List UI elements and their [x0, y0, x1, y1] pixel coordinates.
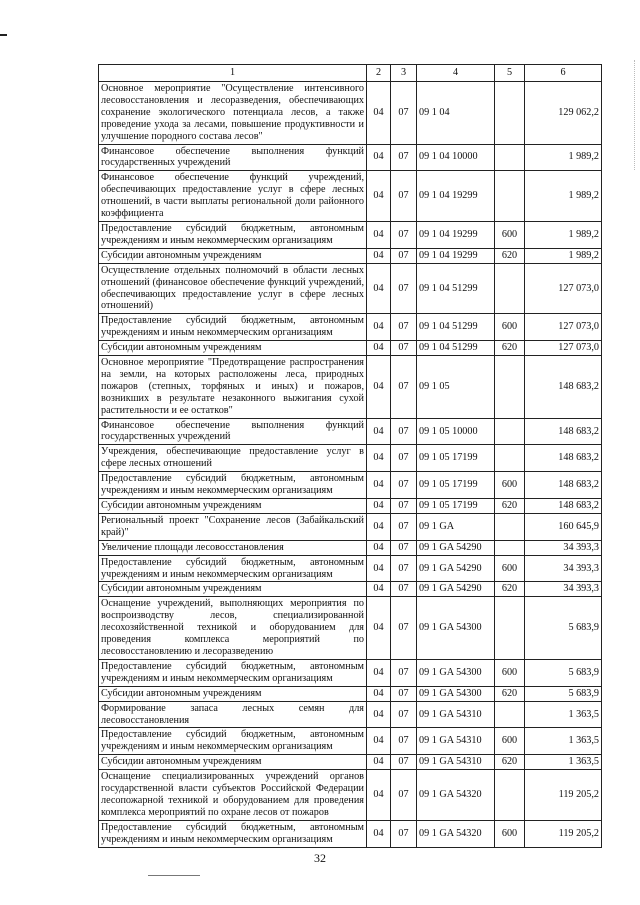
row-expense-type: 620 [495, 499, 525, 514]
row-subsection: 07 [391, 755, 417, 770]
row-amount: 1 363,5 [525, 701, 602, 728]
row-section: 04 [367, 248, 391, 263]
table-row [99, 513, 602, 540]
row-name: Субсидии автономным учреждениям [99, 755, 367, 770]
row-name: Субсидии автономным учреждениям [99, 341, 367, 356]
row-expense-type: 620 [495, 248, 525, 263]
row-section: 04 [367, 144, 391, 171]
row-name: Предоставление субсидий бюджетным, автономным учреждениям и иным некоммерческим организациям [99, 472, 367, 499]
budget-table-body [99, 65, 602, 848]
header-row [99, 65, 602, 82]
row-target-code: 09 1 04 51299 [417, 314, 495, 341]
row-section: 04 [367, 686, 391, 701]
row-section: 04 [367, 728, 391, 755]
row-amount: 1 989,2 [525, 248, 602, 263]
row-target-code: 09 1 05 17199 [417, 499, 495, 514]
row-amount: 127 073,0 [525, 263, 602, 314]
row-amount: 1 989,2 [525, 144, 602, 171]
row-subsection: 07 [391, 728, 417, 755]
row-name: Формирование запаса лесных семян для лесовосстановления [99, 701, 367, 728]
row-target-code: 09 1 GA 54310 [417, 728, 495, 755]
row-expense-type [495, 597, 525, 660]
row-expense-type: 620 [495, 582, 525, 597]
row-target-code: 09 1 GA 54300 [417, 597, 495, 660]
row-expense-type: 600 [495, 314, 525, 341]
table-row [99, 314, 602, 341]
header-col-4: 4 [417, 65, 495, 82]
row-name: Предоставление субсидий бюджетным, автономным учреждениям и иным некоммерческим организациям [99, 659, 367, 686]
row-section: 04 [367, 171, 391, 222]
row-amount: 1 363,5 [525, 755, 602, 770]
row-target-code: 09 1 GA 54300 [417, 659, 495, 686]
row-expense-type: 600 [495, 659, 525, 686]
row-target-code: 09 1 05 17199 [417, 445, 495, 472]
row-subsection: 07 [391, 248, 417, 263]
row-amount: 129 062,2 [525, 82, 602, 145]
row-section: 04 [367, 597, 391, 660]
row-name: Учреждения, обеспечивающие предоставление услуг в сфере лесных отношений [99, 445, 367, 472]
row-target-code: 09 1 GA 54310 [417, 755, 495, 770]
table-row [99, 418, 602, 445]
row-name: Предоставление субсидий бюджетным, автономным учреждениям и иным некоммерческим организациям [99, 221, 367, 248]
row-section: 04 [367, 555, 391, 582]
header-col-3: 3 [391, 65, 417, 82]
row-name: Региональный проект "Сохранение лесов (Забайкальский край)" [99, 513, 367, 540]
row-expense-type: 620 [495, 755, 525, 770]
row-amount: 5 683,9 [525, 659, 602, 686]
row-subsection: 07 [391, 472, 417, 499]
row-section: 04 [367, 82, 391, 145]
row-section: 04 [367, 820, 391, 847]
row-subsection: 07 [391, 445, 417, 472]
row-subsection: 07 [391, 144, 417, 171]
table-row [99, 770, 602, 821]
row-expense-type: 600 [495, 555, 525, 582]
row-section: 04 [367, 418, 391, 445]
row-target-code: 09 1 04 51299 [417, 263, 495, 314]
table-row [99, 540, 602, 555]
row-amount: 34 393,3 [525, 540, 602, 555]
row-subsection: 07 [391, 314, 417, 341]
table-row [99, 445, 602, 472]
row-subsection: 07 [391, 513, 417, 540]
row-amount: 5 683,9 [525, 597, 602, 660]
page-number: 32 [314, 851, 326, 865]
row-target-code: 09 1 04 10000 [417, 144, 495, 171]
row-name: Основное мероприятие "Осуществление интенсивного лесовосстановления и лесоразведения, обеспечивающих сохранение экологического потенциала лесов, а также проведение ухода за лесами, повышение продуктивности и улучшение породного состава лесов" [99, 82, 367, 145]
table-row [99, 755, 602, 770]
row-section: 04 [367, 356, 391, 419]
row-section: 04 [367, 513, 391, 540]
table-row [99, 341, 602, 356]
margin-mark [0, 34, 7, 36]
row-target-code: 09 1 05 10000 [417, 418, 495, 445]
row-target-code: 09 1 GA 54290 [417, 540, 495, 555]
row-name: Финансовое обеспечение выполнения функций государственных учреждений [99, 144, 367, 171]
row-section: 04 [367, 445, 391, 472]
table-row [99, 499, 602, 514]
row-name: Субсидии автономным учреждениям [99, 686, 367, 701]
row-expense-type [495, 445, 525, 472]
row-name: Финансовое обеспечение функций учреждений, обеспечивающих предоставление услуг в сфере лесных отношений, в части выплаты региональной доли районного коэффициента [99, 171, 367, 222]
row-name: Субсидии автономным учреждениям [99, 582, 367, 597]
row-subsection: 07 [391, 701, 417, 728]
table-row [99, 555, 602, 582]
row-section: 04 [367, 499, 391, 514]
scan-edge-mark [634, 60, 638, 170]
row-amount: 5 683,9 [525, 686, 602, 701]
row-amount: 148 683,2 [525, 418, 602, 445]
row-expense-type [495, 513, 525, 540]
table-row [99, 659, 602, 686]
row-section: 04 [367, 314, 391, 341]
row-section: 04 [367, 755, 391, 770]
row-target-code: 09 1 05 17199 [417, 472, 495, 499]
row-target-code: 09 1 04 19299 [417, 221, 495, 248]
row-target-code: 09 1 GA 54320 [417, 770, 495, 821]
row-expense-type: 620 [495, 341, 525, 356]
row-expense-type [495, 144, 525, 171]
row-target-code: 09 1 GA 54310 [417, 701, 495, 728]
row-subsection: 07 [391, 770, 417, 821]
row-subsection: 07 [391, 418, 417, 445]
row-expense-type [495, 356, 525, 419]
row-amount: 148 683,2 [525, 472, 602, 499]
row-target-code: 09 1 05 [417, 356, 495, 419]
row-subsection: 07 [391, 686, 417, 701]
row-section: 04 [367, 221, 391, 248]
row-subsection: 07 [391, 499, 417, 514]
row-name: Основное мероприятие "Предотвращение распространения на земли, на которых расположены леса, природных пожаров (степных, торфяных и иных) и пожаров, возникших в результате незаконного выжигания сухой растительности и ее остатков" [99, 356, 367, 419]
row-section: 04 [367, 659, 391, 686]
table-row [99, 597, 602, 660]
row-expense-type: 620 [495, 686, 525, 701]
row-expense-type [495, 263, 525, 314]
row-subsection: 07 [391, 221, 417, 248]
table-row [99, 728, 602, 755]
row-subsection: 07 [391, 356, 417, 419]
row-amount: 160 645,9 [525, 513, 602, 540]
row-name: Субсидии автономным учреждениям [99, 248, 367, 263]
row-section: 04 [367, 263, 391, 314]
row-expense-type: 600 [495, 728, 525, 755]
row-amount: 127 073,0 [525, 314, 602, 341]
row-amount: 1 989,2 [525, 221, 602, 248]
table-row [99, 263, 602, 314]
row-name: Субсидии автономным учреждениям [99, 499, 367, 514]
row-name: Предоставление субсидий бюджетным, автономным учреждениям и иным некоммерческим организациям [99, 314, 367, 341]
row-target-code: 09 1 04 19299 [417, 248, 495, 263]
row-expense-type: 600 [495, 820, 525, 847]
row-amount: 34 393,3 [525, 582, 602, 597]
row-target-code: 09 1 GA 54300 [417, 686, 495, 701]
row-expense-type [495, 418, 525, 445]
row-subsection: 07 [391, 820, 417, 847]
table-row [99, 356, 602, 419]
row-target-code: 09 1 GA 54320 [417, 820, 495, 847]
row-expense-type [495, 82, 525, 145]
header-col-1: 1 [99, 65, 367, 82]
row-amount: 127 073,0 [525, 341, 602, 356]
row-amount: 119 205,2 [525, 820, 602, 847]
row-amount: 1 989,2 [525, 171, 602, 222]
row-subsection: 07 [391, 263, 417, 314]
row-expense-type: 600 [495, 472, 525, 499]
row-expense-type [495, 770, 525, 821]
table-row [99, 248, 602, 263]
row-name: Предоставление субсидий бюджетным, автономным учреждениям и иным некоммерческим организациям [99, 555, 367, 582]
row-name: Осуществление отдельных полномочий в области лесных отношений (финансовое обеспечение функций учреждений, обеспечивающих предоставление услуг в сфере лесных отношений) [99, 263, 367, 314]
table-row [99, 82, 602, 145]
row-name: Предоставление субсидий бюджетным, автономным учреждениям и иным некоммерческим организациям [99, 820, 367, 847]
row-amount: 148 683,2 [525, 356, 602, 419]
row-amount: 148 683,2 [525, 499, 602, 514]
row-amount: 1 363,5 [525, 728, 602, 755]
row-subsection: 07 [391, 540, 417, 555]
row-name: Предоставление субсидий бюджетным, автономным учреждениям и иным некоммерческим организациям [99, 728, 367, 755]
row-section: 04 [367, 701, 391, 728]
row-section: 04 [367, 582, 391, 597]
row-amount: 34 393,3 [525, 555, 602, 582]
row-subsection: 07 [391, 82, 417, 145]
row-subsection: 07 [391, 597, 417, 660]
row-section: 04 [367, 770, 391, 821]
row-section: 04 [367, 472, 391, 499]
row-subsection: 07 [391, 659, 417, 686]
row-name: Оснащение учреждений, выполняющих мероприятия по воспроизводству лесов, специализированной лесохозяйственной техникой и оборудованием для проведения комплекса мероприятий по лесовосстановлению и лесоразведению [99, 597, 367, 660]
table-row [99, 701, 602, 728]
row-target-code: 09 1 GA [417, 513, 495, 540]
table-row [99, 171, 602, 222]
row-subsection: 07 [391, 582, 417, 597]
row-target-code: 09 1 GA 54290 [417, 582, 495, 597]
row-target-code: 09 1 04 [417, 82, 495, 145]
footer-rule [148, 875, 200, 876]
row-expense-type [495, 171, 525, 222]
header-col-2: 2 [367, 65, 391, 82]
row-name: Финансовое обеспечение выполнения функций государственных учреждений [99, 418, 367, 445]
row-subsection: 07 [391, 341, 417, 356]
row-target-code: 09 1 04 19299 [417, 171, 495, 222]
table-row [99, 144, 602, 171]
table-row [99, 582, 602, 597]
row-section: 04 [367, 540, 391, 555]
table-row [99, 221, 602, 248]
table-row [99, 820, 602, 847]
row-expense-type: 600 [495, 221, 525, 248]
budget-table [98, 64, 602, 848]
table-row [99, 472, 602, 499]
row-subsection: 07 [391, 555, 417, 582]
row-expense-type [495, 540, 525, 555]
row-amount: 148 683,2 [525, 445, 602, 472]
row-subsection: 07 [391, 171, 417, 222]
row-section: 04 [367, 341, 391, 356]
header-col-6: 6 [525, 65, 602, 82]
table-row [99, 686, 602, 701]
row-target-code: 09 1 GA 54290 [417, 555, 495, 582]
row-target-code: 09 1 04 51299 [417, 341, 495, 356]
row-name: Увеличение площади лесовосстановления [99, 540, 367, 555]
row-amount: 119 205,2 [525, 770, 602, 821]
header-col-5: 5 [495, 65, 525, 82]
row-expense-type [495, 701, 525, 728]
row-name: Оснащение специализированных учреждений органов государственной власти субъектов Российской Федерации лесопожарной техникой и оборудованием для проведения комплекса мероприятий по охране лесов от пожаров [99, 770, 367, 821]
